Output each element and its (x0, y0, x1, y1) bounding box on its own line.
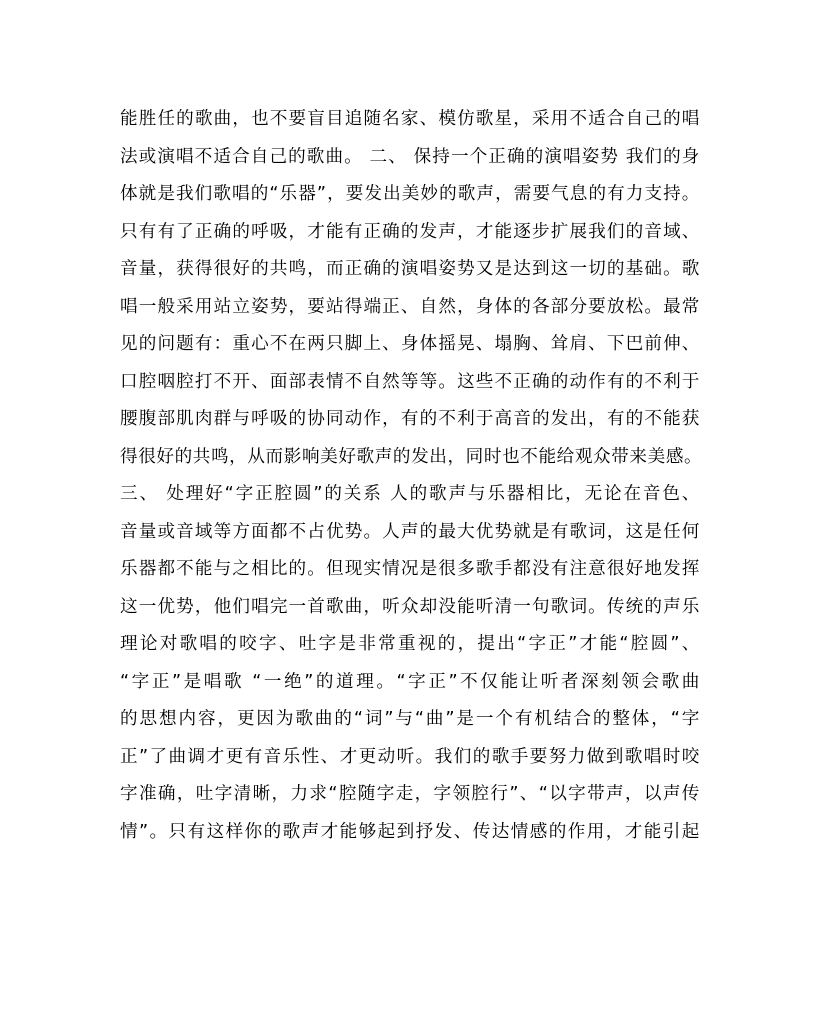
document-body-text (120, 101, 703, 851)
text-line: 见的问题有：重心不在两只脚上、身体摇晃、塌胸、耸肩、下巴前伸、 (120, 334, 700, 354)
text-line: 情”。只有这样你的歌声才能够起到抒发、传达情感的作用，才能引起 (120, 821, 700, 842)
text-line: 得很好的共鸣，从而影响美好歌声的发出，同时也不能给观众带来美感。 (120, 446, 703, 467)
text-line: 这一优势，他们唱完一首歌曲，听众却没能听清一句歌词。传统的声乐 (120, 596, 700, 617)
text-line: 的思想内容，更因为歌曲的“词”与“曲”是一个有机结合的整体，“字 (120, 709, 700, 729)
text-line: “字正”是唱歌 “一绝”的道理。“字正”不仅能让听者深刻领会歌曲 (120, 671, 700, 692)
text-line: 字准确，吐字清晰，力求“腔随字走，字领腔行”、“以字带声，以声传 (120, 784, 700, 804)
text-line: 唱一般采用站立姿势，要站得端正、自然，身体的各部分要放松。最常 (120, 296, 700, 317)
text-line: 理论对歌唱的咬字、吐字是非常重视的，提出“字正”才能“腔圆”、 (120, 634, 700, 654)
text-line: 音量，获得很好的共鸣，而正确的演唱姿势又是达到这一切的基础。歌 (120, 259, 700, 279)
text-line: 只有有了正确的呼吸，才能有正确的发声，才能逐步扩展我们的音域、 (120, 221, 700, 242)
text-line: 口腔咽腔打不开、面部表情不自然等等。这些不正确的动作有的不利于 (120, 371, 700, 392)
text-line: 正”了曲调才更有音乐性、才更动听。我们的歌手要努力做到歌唱时咬 (120, 746, 700, 767)
text-line: 能胜任的歌曲，也不要盲目追随名家、模仿歌星，采用不适合自己的唱 (120, 109, 700, 129)
text-line: 腰腹部肌肉群与呼吸的协同动作，有的不利于高音的发出，有的不能获 (120, 409, 700, 429)
text-line: 体就是我们歌唱的“乐器”，要发出美妙的歌声，需要气息的有力支持。 (120, 184, 700, 204)
text-line: 法或演唱不适合自己的歌曲。 二、 保持一个正确的演唱姿势 我们的身 (120, 146, 700, 167)
text-line: 音量或音域等方面都不占优势。人声的最大优势就是有歌词，这是任何 (120, 521, 700, 542)
text-line: 乐器都不能与之相比的。但现实情况是很多歌手都没有注意很好地发挥 (120, 559, 700, 579)
text-line: 三、 处理好“字正腔圆”的关系 人的歌声与乐器相比，无论在音色、 (120, 484, 700, 504)
